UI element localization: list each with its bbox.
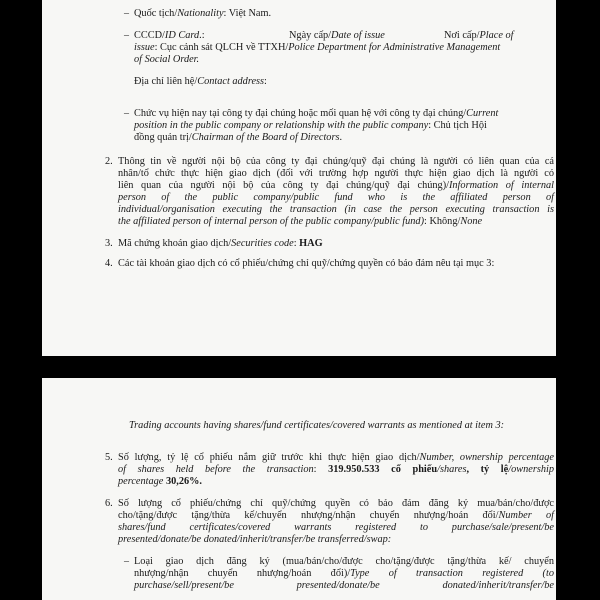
issue-vn: : Cục cảnh sát QLCH về TTXH/: [154, 42, 289, 53]
item-4-number: 4.: [105, 258, 113, 269]
item-6-text-4: presented/donate/be donated/inherit/transfer/be transferred/swap:: [118, 534, 392, 545]
bullet-dash: –: [124, 8, 129, 19]
item-5-vn-1: Số lượng, tỷ lệ cổ phiếu nắm giữ trước khi thực hiện giao dịch/: [118, 452, 420, 463]
trading-accounts-line: [129, 420, 504, 432]
securities-code-value: HAG: [299, 238, 323, 249]
ownership-percentage-value: 30,26%.: [163, 476, 202, 487]
item-2-text-6-en: the affiliated person of internal person of the public company/public fund): [118, 216, 425, 227]
id-label-en: ID Card: [164, 30, 200, 41]
item-2-text-6-vn: : Không/: [424, 216, 461, 227]
position-vn-3: đồng quản trị/: [134, 132, 192, 143]
item-2-line-1: [118, 156, 554, 168]
place-en: Place of: [479, 30, 514, 41]
item-2-text-2: nhân/tổ chức thực hiện giao dịch (đối với trường hợp người thực hiện giao dịch là người có: [118, 168, 554, 179]
item-5-en-1: Number, ownership percentage: [419, 452, 554, 463]
issue-line: [134, 42, 500, 54]
item-3-en: Securities code: [231, 238, 294, 249]
item-6-vn-2: cho/tặng/được tặng/thừa kế/chuyển nhượng/nhận chuyển nhượng/hoán đổi/: [118, 510, 499, 521]
issue-date-vn: Ngày cấp/: [289, 30, 332, 41]
issue-line-3-text: of Social Order.: [134, 54, 200, 65]
item-6-line-4: [118, 534, 391, 546]
bullet-dash: –: [124, 30, 129, 41]
item-6-line-2: [118, 510, 554, 522]
transaction-type-text-3: purchase/sell/present/be presented/donate/be donated/inherit/transfer/be: [134, 580, 554, 591]
item-5-line-2: [118, 464, 554, 476]
id-label: CCCD/: [134, 30, 165, 41]
transaction-type-en-2: Type of transaction registered (to: [350, 568, 554, 579]
shares-held-value: 319.950.533 cổ phiếu: [328, 464, 438, 475]
place-of-issue-label: [444, 30, 514, 42]
item-3-line: [118, 238, 323, 250]
contact-label: Địa chỉ liên hệ/: [134, 76, 198, 87]
document-page-2: [42, 378, 556, 600]
issue-date-label: [289, 30, 385, 42]
item-3-number: 3.: [105, 238, 113, 249]
item-2-text-6-none: None: [460, 216, 483, 227]
item-6-number: 6.: [105, 498, 113, 509]
item-5-line-3: [118, 476, 202, 488]
contact-colon: :: [264, 76, 267, 87]
item-3-colon: :: [293, 238, 300, 249]
item-2-text-3-en: Information of internal: [448, 180, 554, 191]
position-en-2: position in the public company or relationship with the public company: [134, 120, 429, 131]
transaction-type-vn-2: nhượng/nhận chuyển nhượng/hoán đổi)/: [134, 568, 351, 579]
item-6-text-1: Số lượng cổ phiếu/chứng chỉ quỹ/chứng quyền có bảo đảm đăng ký mua/bán/cho/được: [118, 498, 554, 509]
position-line-3: [134, 132, 342, 144]
issue-line-3: [134, 54, 199, 66]
nationality-label-en: Nationality: [177, 8, 224, 19]
item-6-line-1: [118, 498, 554, 510]
transaction-type-line-1: [134, 556, 554, 568]
item-5-colon: :: [313, 464, 329, 475]
item-2-line-6: [118, 216, 482, 228]
shares-en: /shares: [437, 464, 467, 475]
item-2-line-5: [118, 204, 554, 216]
item-5-number: 5.: [105, 452, 113, 463]
position-line-1: [134, 108, 498, 120]
item-5-line-1: [118, 452, 554, 464]
item-2-text-4: person of the public company/public fund who is the affiliated person of: [118, 192, 554, 203]
item-2-number: 2.: [105, 156, 113, 167]
item-4-line: [118, 258, 494, 270]
percentage-en: percentage: [118, 476, 164, 487]
item-2-line-2: [118, 168, 554, 180]
bullet-dash: –: [124, 556, 129, 567]
transaction-type-line-3: [134, 580, 554, 592]
item-6-text-3: shares/fund certificates/covered warrants registered to purchase/sale/present/be: [118, 522, 554, 533]
item-2-text-3-vn: liên quan của người nội bộ của công ty đại chúng/quỹ đại chúng)/: [118, 180, 449, 191]
nationality-line: [134, 8, 271, 20]
nationality-value: : Việt Nam.: [223, 8, 272, 19]
transaction-type-text-1: Loại giao dịch đăng ký (mua/bán/cho/được cho/tặng/được tặng/thừa kế/ chuyển: [134, 556, 554, 567]
item-2-line-3: [118, 180, 554, 192]
item-4-text: Các tài khoản giao dịch có cổ phiếu/chứng chỉ quỹ/chứng quyền có báo đảm nêu tại mục 3:: [118, 258, 495, 269]
position-line-2: [134, 120, 487, 132]
position-vn-1: Chức vụ hiện nay tại công ty đại chúng hoặc mối quan hệ với công ty đại chúng/: [134, 108, 467, 119]
trading-accounts-text: Trading accounts having shares/fund certificates/covered warrants as mentioned at item 3:: [129, 420, 505, 431]
contact-label-en: Contact address: [197, 76, 265, 87]
id-colon: .:: [199, 30, 205, 41]
issue-en-2: Police Department for Administrative Management: [288, 42, 501, 53]
position-vn-2: : Chủ tịch Hội: [428, 120, 487, 131]
item-2-line-4: [118, 192, 554, 204]
ownership-en: /ownership: [508, 464, 554, 475]
item-2-text-1: Thông tin về người nội bộ của công ty đại chúng/quỹ đại chúng là người có liên quan của cá: [118, 156, 554, 167]
id-card-label: [134, 30, 205, 42]
item-6-line-3: [118, 522, 554, 534]
document-page-1: [42, 0, 556, 356]
contact-address-line: [134, 76, 267, 88]
position-en-1: Current: [466, 108, 499, 119]
ratio-label: , tỷ lệ: [466, 464, 509, 475]
transaction-type-line-2: [134, 568, 554, 580]
place-vn: Nơi cấp/: [444, 30, 480, 41]
item-2-text-5: individual/organisation executing the transaction (in case the person executing transaction is: [118, 204, 554, 215]
nationality-label: Quốc tịch/: [134, 8, 178, 19]
position-en-3: Chairman of the Board of Directors: [191, 132, 340, 143]
position-end: .: [339, 132, 343, 143]
bullet-dash: –: [124, 108, 129, 119]
item-5-en-2: of shares held before the transaction: [118, 464, 314, 475]
issue-date-en: Date of issue: [331, 30, 385, 41]
issue-en: issue: [134, 42, 155, 53]
item-6-en-2: Number of: [498, 510, 554, 521]
item-3-vn: Mã chứng khoán giao dịch/: [118, 238, 232, 249]
